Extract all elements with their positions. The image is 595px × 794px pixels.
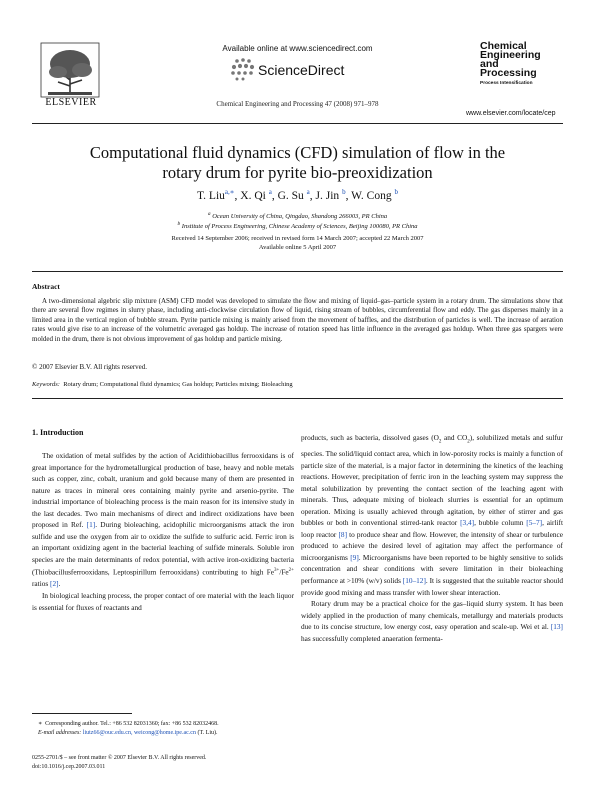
paragraph-text: ratios	[32, 579, 51, 589]
paragraph-text: has successfully completed anaeration fermenta-	[301, 633, 443, 643]
citation-link[interactable]: [5–7]	[526, 518, 543, 528]
paragraph-text: .	[58, 579, 61, 589]
citation-link[interactable]: [1]	[86, 520, 96, 530]
keywords-label: Keywords:	[32, 381, 60, 388]
section-heading: 1. Introduction	[32, 428, 84, 437]
paragraph-text: . During bioleaching, acidophilic microorganisms attack the iron sulfide and use the oxygen from air to oxidize the sulfide to sulfuric acid. Ferric iron is an important oxidizing agent in the bacterial leaching of sulfide minerals. Soluble iron species are the main determinants of redox potential, with active iron-oxidizing bacteria (Thiobacillusferrooxidans, Leptospirillum ferrooxidans) contributing to high Fe	[32, 520, 294, 577]
paragraph	[301, 598, 563, 644]
footnote-text: (T. Liu).	[195, 730, 218, 736]
cover-url[interactable]: www.elsevier.com/locate/cep	[466, 110, 556, 117]
cover-subtitle: Process Intensification	[480, 81, 533, 86]
citation-link[interactable]: [3,4]	[460, 518, 475, 528]
email-label: E-mail addresses:	[38, 730, 82, 736]
affiliation-mark: a	[207, 211, 211, 217]
journal-cover-title	[480, 42, 565, 88]
author-affiliation-mark[interactable]: b	[342, 188, 346, 196]
issn-line: 0255-2701/$ – see front matter © 2007 Elsevier B.V. All rights reserved.	[32, 755, 207, 761]
author-name: T. Liu	[197, 189, 225, 202]
author-list: T. Liu$^{a,∗}$, X. Qi $^a$, G. Su $^a$, J. Jin $^b$, W. Cong $^b$	[197, 188, 398, 202]
citation-link[interactable]: [13]	[550, 622, 563, 632]
superscript: 2+	[288, 568, 294, 574]
abstract-top-rule	[32, 271, 563, 272]
footnote-text: Corresponding author. Tel.: +86 532 82031360; fax: +86 532 82032468.	[45, 721, 219, 727]
affiliation-a	[60, 211, 535, 220]
author-affiliation-mark[interactable]: a	[306, 188, 310, 196]
keywords	[32, 381, 563, 388]
paragraph-text: The oxidation of metal sulfides by the action of Acidithiobacillus ferrooxidans is of great importance for the hydrometallurgical production of base, heavy and noble metals such as copper, zinc, cobalt, uranium and gold because many of them are presented in nature as traces in mineral ores containing mainly pyrite and arsenio-pyrite. The industrial importance of bioleaching process is the main reason for its intensive study in the last decades. Two main mechanisms of direct and indirect oxidizations have been proposed in Ref.	[32, 451, 294, 530]
abstract-heading: Abstract	[32, 282, 60, 291]
citation-link[interactable]: [9]	[350, 552, 359, 562]
cover-title-line: Processing	[480, 67, 537, 79]
cover-title-line: and	[480, 58, 499, 70]
abstract-copyright: © 2007 Elsevier B.V. All rights reserved.	[32, 363, 148, 371]
body-column-right	[301, 432, 563, 644]
keywords-list: Rotary drum; Computational fluid dynamics; Gas holdup; Particles mixing; Bioleaching	[63, 381, 293, 388]
online-date: Available online 5 April 2007	[258, 244, 337, 251]
paragraph-text: and CO	[441, 433, 468, 442]
paragraph	[32, 450, 294, 590]
body-column-left	[32, 450, 294, 613]
author-name: G. Su	[277, 189, 304, 202]
title-line: Computational fluid dynamics (CFD) simulation of flow in the	[89, 143, 506, 162]
paragraph-text: /Fe	[279, 567, 289, 577]
superscript: 3+	[274, 568, 280, 574]
available-online: Available online at www.sciencedirect.com	[222, 44, 373, 53]
paragraph-text: . It is suggested that the suitable reactor should provide good mixing and mass transfer with lower shear interaction.	[301, 576, 563, 597]
affiliation-text: Institute of Process Engineering, Chinese Academy of Sciences, Beijing 100080, PR China	[181, 223, 418, 231]
affiliation-mark: b	[177, 221, 181, 227]
paragraph	[301, 432, 563, 598]
footnote-mark: ∗	[38, 721, 43, 727]
title-line: rotary drum for pyrite bio-preoxidization	[162, 163, 433, 182]
paragraph: In biological leaching process, the proper contact of ore material with the leach liquor is essential for fluxes of reactants and	[32, 590, 294, 612]
citation-link[interactable]: [10–12]	[402, 576, 426, 586]
subscript: 2	[438, 439, 442, 445]
article-title	[60, 143, 535, 183]
author-affiliation-mark[interactable]: a,∗	[224, 188, 235, 196]
footnote-rule	[32, 713, 132, 714]
email-links[interactable]: liutz66@ouc.edu.cn, weicong@home.ipe.ac.cn	[82, 730, 196, 736]
footnote-email	[38, 730, 300, 736]
citation-link[interactable]: [8]	[338, 529, 347, 539]
subscript: 2	[467, 439, 470, 445]
publisher-label: ELSEVIER	[45, 97, 97, 108]
received-dates: Received 14 September 2006; received in revised form 14 March 2007; accepted 22 March 2007	[171, 235, 424, 242]
paragraph-text: products, such as bacteria, dissolved gases (O	[301, 433, 439, 442]
citation-link[interactable]: [2]	[50, 579, 59, 589]
author-name: J. Jin	[315, 189, 340, 202]
affiliation-text: Ocean University of China, Qingdao, Shandong 266003, PR China	[212, 213, 388, 221]
footnote-corresponding	[38, 720, 300, 727]
affiliation-b	[60, 221, 535, 230]
paragraph-text: , bubble column	[474, 518, 527, 528]
paragraph-text: , airlift loop reactor	[301, 518, 563, 539]
doi-line[interactable]: doi:10.1016/j.cep.2007.03.011	[32, 764, 106, 770]
paragraph-text: . Microorganisms have been reported to be highly sensitive to solids concentration and shear conditions with severe limitation in their bioleaching performance at >10% (w/v) solids	[301, 552, 563, 586]
cover-title-line: Engineering	[480, 49, 541, 61]
abstract-text: A two-dimensional algebric slip mixture (ASM) CFD model was developed to simulate the flow and mixing of liquid–gas–particle system in a rotary drum. The simulations show that there are several flow regimes in slurry phase, including anti-clockwise circulation flow of liquid, rising stream of bubbles, circumferential flow and eddy. The gas disperses mainly in a limited area in the vertical region of bubble stream. Pyrite particle mixing is mainly arised from the movement of baffles, and the distribution of particles is well. The increase of aeration rates would give rise to an increase of the volumetric averaged gas holdup. The increase of rotation speed has little influence in the averaged gas holdup. When three gas spargers were molded in the drum, there is not obvious improvement of gas holdup and particle mixing.	[32, 297, 563, 343]
author-affiliation-mark[interactable]: a	[268, 188, 272, 196]
journal-reference: Chemical Engineering and Processing 47 (2008) 971–978	[216, 100, 379, 108]
author-name: W. Cong	[351, 189, 392, 202]
cover-title-line: Chemical	[480, 40, 527, 52]
paragraph-text: ), solubilized metals and sulfur species. The solid/liquid contact area, which in low-porosity rocks is mainly a function of particle size of the material, is a major factor in determining the kinetics of the leaching reactions. However, precipitation of ferric iron in the leaching system may suppress the metal solubilization by preventing the contact section of the leaching agent with minerals. Thus, adequate mixing of bioleach slurries is essential for an optimum operation. Mixing is usually achieved through agitation, by either of stirrer and gas bubbles or both in conventional stirred-tank reactor	[301, 433, 563, 528]
author-name: X. Qi	[240, 189, 266, 202]
sciencedirect-label: ScienceDirect	[258, 62, 345, 78]
abstract-bottom-rule	[32, 398, 563, 399]
paragraph-text: Rotary drum may be a practical choice for the gas–liquid slurry system. It has been widely applied in the production of many chemicals, metallurgy and materials products due to its concise structure, low energy cost, easy operation and scale-up. Wei et al.	[301, 599, 563, 632]
paragraph-text: to produce shear and flow. However, the intensity of shear or turbulence produced to achieve the desired level of agitation may affect the performance of microorganisms	[301, 529, 563, 562]
author-affiliation-mark[interactable]: b	[394, 188, 398, 196]
header-rule	[32, 123, 563, 124]
